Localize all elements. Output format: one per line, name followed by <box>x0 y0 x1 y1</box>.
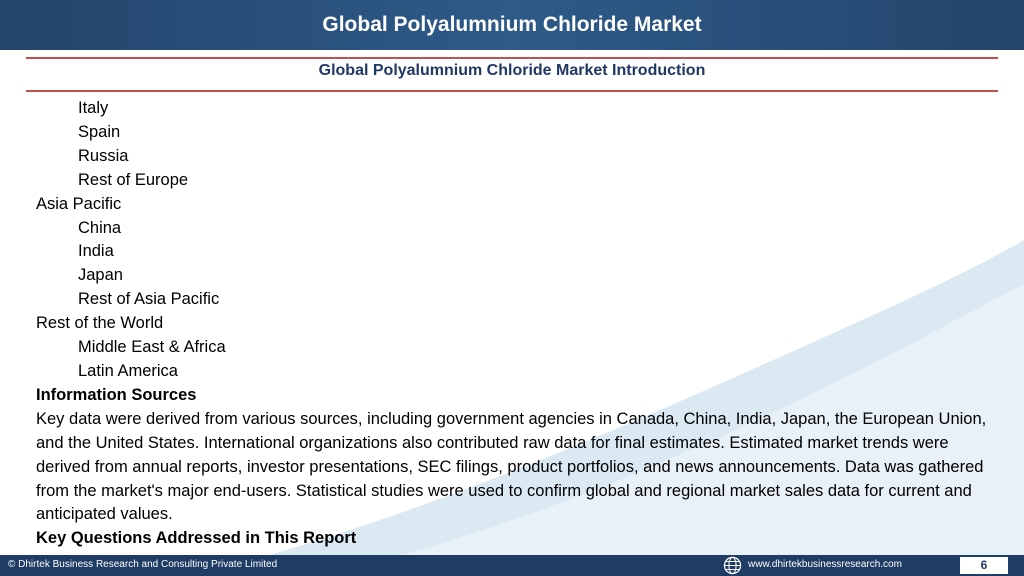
key-questions-heading: Key Questions Addressed in This Report <box>36 529 357 548</box>
header-bar <box>0 0 1024 50</box>
footer-bar <box>0 555 1024 576</box>
list-item: Latin America <box>78 361 178 380</box>
bottom-rule <box>26 90 998 92</box>
info-sources-text: Key data were derived from various sources, including government agencies in Canada, China, India, Japan, the European Union, and the United States. International organizations also contributed raw data for final estimates. Estimated market trends were derived from annual reports, investor presentations, SEC filings, product portfolios, and news announcements. Data was gathered from the market's major end-users. Statistical studies were used to confirm global and regional market sales data for current and anticipated values. <box>36 409 987 524</box>
page-number-badge <box>960 557 1008 574</box>
region-label: Rest of the World <box>36 314 164 333</box>
website-link[interactable]: www.dhirtekbusinessresearch.com <box>748 559 902 570</box>
list-item: Italy <box>78 99 109 117</box>
section-subtitle: Global Polyalumnium Chloride Market Introduction <box>318 62 706 79</box>
list-item: India <box>78 242 114 261</box>
content-body <box>36 97 1004 551</box>
copyright-text: © Dhirtek Business Research and Consulting Private Limited <box>8 559 278 570</box>
list-item: China <box>78 218 122 237</box>
list-item: Japan <box>78 266 123 285</box>
globe-icon <box>723 556 742 575</box>
top-rule <box>26 57 998 59</box>
page-title: Global Polyalumnium Chloride Market <box>322 13 702 36</box>
list-item: Spain <box>78 122 121 141</box>
region-label: Asia Pacific <box>36 194 122 213</box>
list-item: Middle East & Africa <box>78 338 226 357</box>
list-item: Russia <box>78 146 129 165</box>
info-sources-heading: Information Sources <box>36 385 197 404</box>
list-item: Rest of Asia Pacific <box>78 290 220 309</box>
list-item: Rest of Europe <box>78 170 189 189</box>
page-number: 6 <box>980 558 988 572</box>
